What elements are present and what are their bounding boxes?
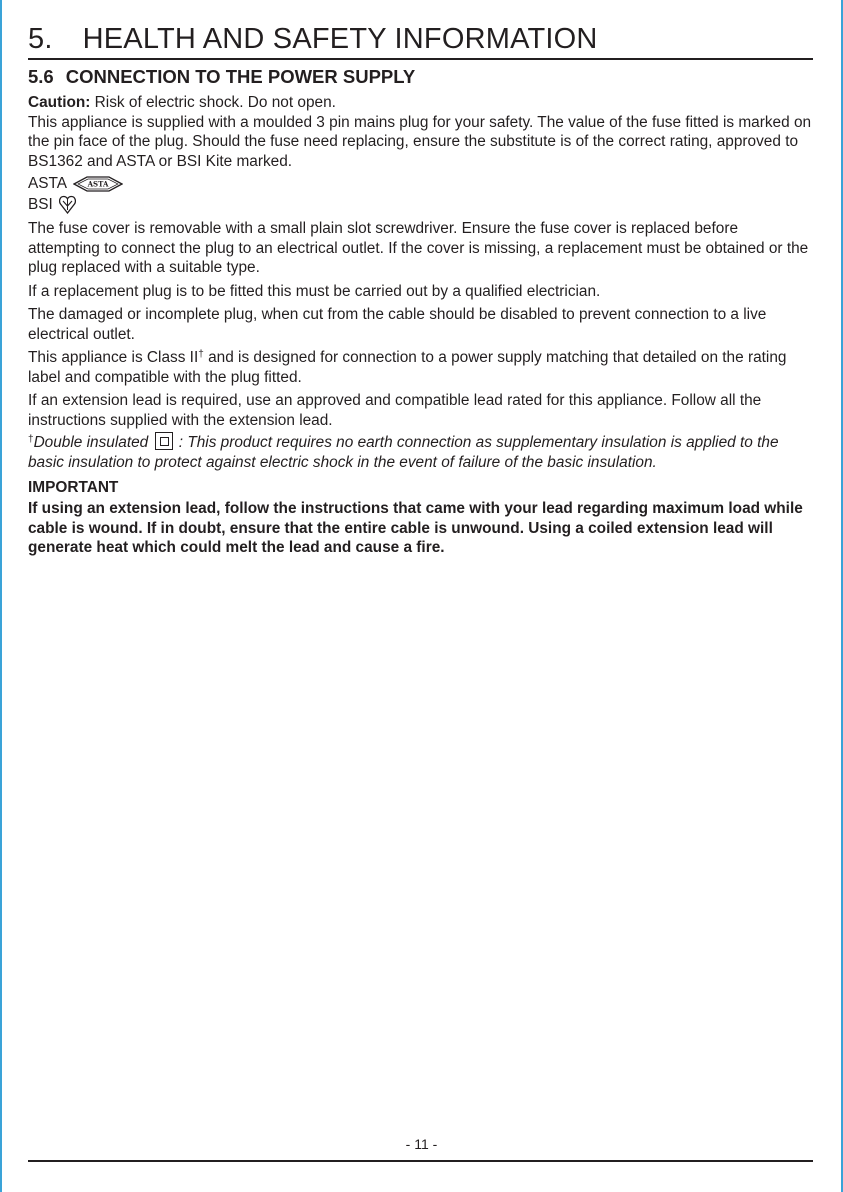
- class-ii-paragraph: [28, 348, 813, 387]
- section-title-text: CONNECTION TO THE POWER SUPPLY: [65, 66, 416, 87]
- asta-logo-text: ASTA: [87, 179, 109, 188]
- double-insulated-icon: [155, 432, 173, 450]
- class-ii-after: and is designed for connection to a power supply matching that detailed on the rating label and compatible with the plug fitted.: [28, 349, 787, 386]
- replacement-plug-paragraph: If a replacement plug is to be fitted this must be carried out by a qualified electrician.: [28, 282, 601, 300]
- double-insulated-text: : This product requires no earth connection as supplementary insulation is applied to the basic insulation to protect against electric shock in the event of failure of the basic insulation.: [28, 434, 779, 471]
- bsi-mark-line: [28, 194, 813, 215]
- page-edge-left: [0, 0, 2, 1192]
- chapter-title-text: HEALTH AND SAFETY INFORMATION: [82, 23, 598, 55]
- chapter-title: [28, 22, 813, 58]
- page-number: - 11 -: [405, 1136, 438, 1152]
- page-content: [28, 22, 813, 558]
- bsi-kitemark-icon: [59, 195, 76, 214]
- caution-label: Caution:: [28, 94, 91, 111]
- damaged-plug-paragraph: The damaged or incomplete plug, when cut from the cable should be disabled to prevent connection to a live electrical outlet.: [28, 306, 767, 343]
- important-text: If using an extension lead, follow the instructions that came with your lead regarding maximum load while cable is wound. If in doubt, ensure that the entire cable is unwound. Using a coiled extension lead will generate heat which could melt the lead and cause a fire.: [28, 500, 803, 556]
- double-insulated-label: Double insulated: [33, 434, 149, 451]
- double-insulated-dagger: †: [28, 434, 34, 445]
- class-ii-dagger: †: [198, 349, 204, 360]
- caution-paragraph: [28, 93, 813, 113]
- section-title: [28, 66, 813, 88]
- supplied-paragraph: This appliance is supplied with a moulded 3 pin mains plug for your safety. The value of the fuse fitted is marked on the pin face of the plug. Should the fuse need replacing, ensure the substitute is of the correct rating, approved to BS1362 and ASTA or BSI Kite marked.: [28, 113, 812, 170]
- fuse-cover-paragraph: The fuse cover is removable with a small plain slot screwdriver. Ensure the fuse cover is replaced before attempting to connect the plug to an electrical outlet. If the cover is missing, a replacement must be obtained or the plug replaced with a suitable type.: [28, 220, 809, 276]
- asta-logo-icon: [73, 176, 123, 192]
- double-insulated-note: [28, 432, 813, 472]
- section-number: 5.6: [28, 66, 54, 87]
- important-title: IMPORTANT: [28, 479, 119, 496]
- extension-paragraph: If an extension lead is required, use an approved and compatible lead rated for this appliance. Follow all the instructions supplied with the extension lead.: [28, 392, 762, 429]
- chapter-number: 5.: [28, 23, 53, 55]
- asta-mark-line: [28, 173, 813, 194]
- footer-rule: [28, 1160, 813, 1162]
- asta-label: ASTA: [28, 175, 68, 192]
- bsi-label: BSI: [28, 196, 53, 213]
- class-ii-before: This appliance is Class II: [28, 349, 199, 366]
- caution-text: Risk of electric shock. Do not open.: [90, 94, 336, 111]
- header-rule: [28, 58, 813, 60]
